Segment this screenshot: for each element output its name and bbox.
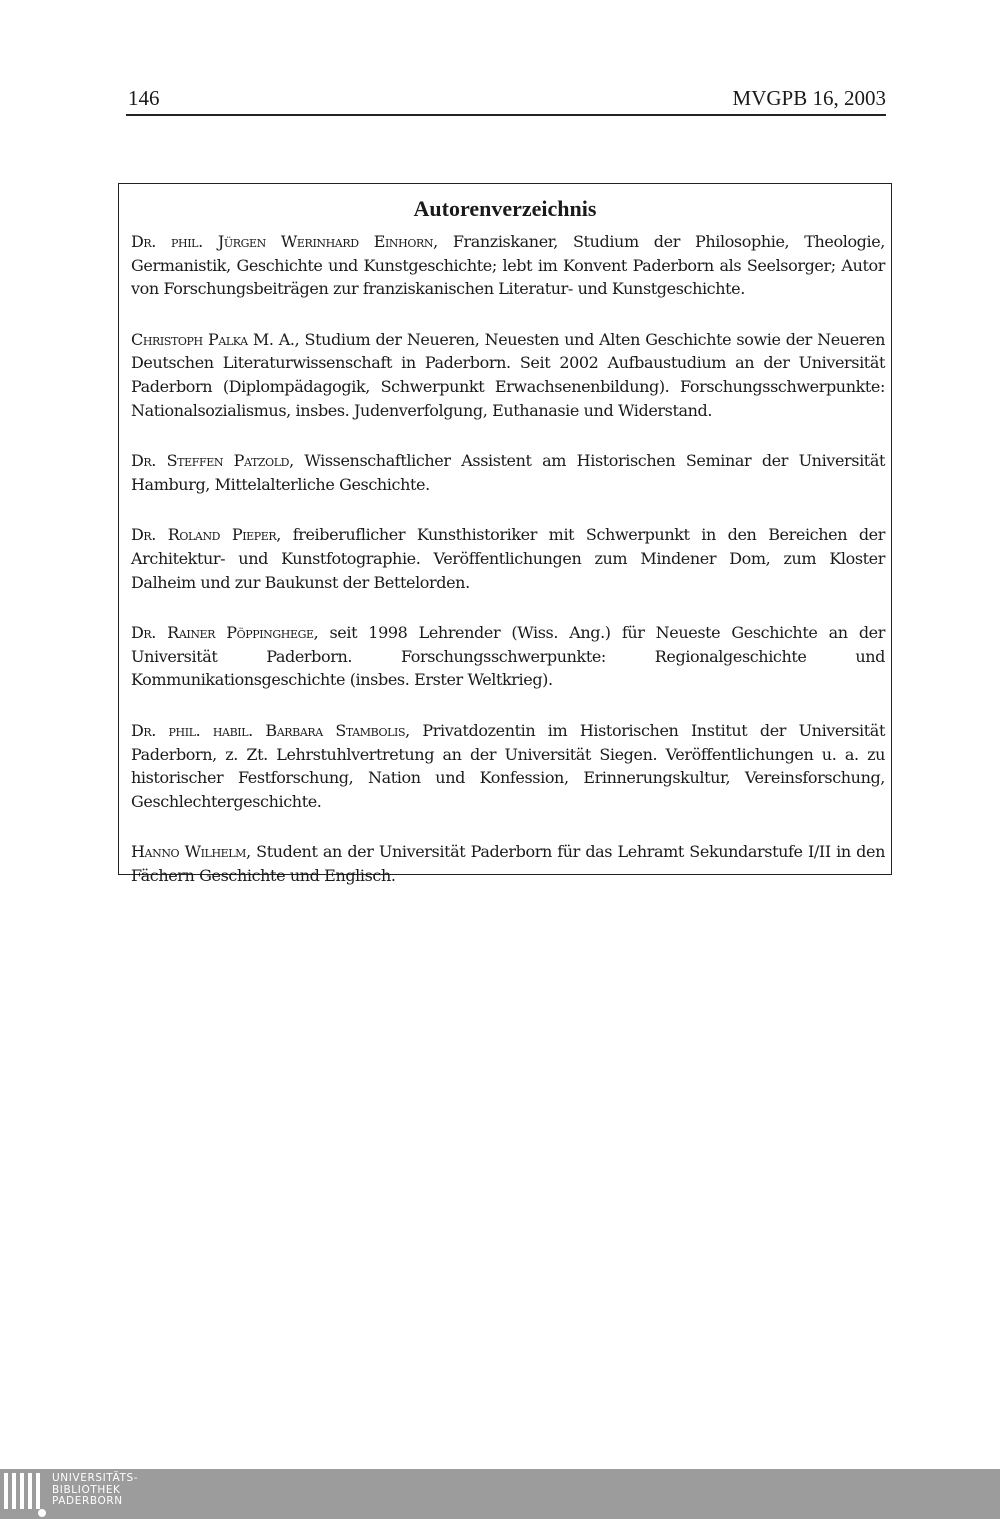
author-entry — [131, 840, 885, 887]
author-name: Dr. Steffen Patzold — [131, 451, 290, 471]
author-name: Dr. phil. habil. Barbara Stambolis — [131, 720, 406, 740]
author-description: , Franziskaner, Studium der Philosophie, Theologie, Germanistik, Geschichte und Kunstgeschichte; lebt im Konvent Paderborn als Seelsorger; Autor von Forschungsbeiträgen zur franziskanischen Literatur- und Kunstgeschichte. — [131, 232, 885, 299]
journal-reference: MVGPB 16, 2003 — [732, 86, 886, 110]
logo-bar — [36, 1473, 40, 1509]
author-name: Dr. Roland Pieper — [131, 525, 277, 545]
author-description: , Privatdozentin im Historischen Institut der Universität Paderborn, z. Zt. Lehrstuhlvertretung an der Universität Siegen. Veröffentlichungen u. a. zu historischer Festforschung, Nation und Konfession, Erinnerungskultur, Vereinsforschung, Geschlechtergeschichte. — [131, 720, 885, 811]
logo-bar — [28, 1473, 32, 1509]
author-list — [131, 230, 885, 914]
author-entry — [131, 230, 885, 301]
library-name — [52, 1473, 138, 1508]
author-entry — [131, 621, 885, 692]
author-name: Hanno Wilhelm — [131, 842, 247, 862]
logo-bar — [20, 1473, 24, 1509]
author-index-box — [118, 183, 892, 885]
author-name: Christoph Palka M. A. — [131, 329, 295, 349]
author-entry — [131, 523, 885, 594]
box-title: Autorenverzeichnis — [413, 196, 597, 221]
author-description: , seit 1998 Lehrender (Wiss. Ang.) für Neueste Geschichte an der Universität Paderborn. Forschungsschwerpunkte: Regionalgeschichte und Kommunikationsgeschichte (insbes. Erster Weltkrieg). — [131, 623, 885, 690]
library-name-line: BIBLIOTHEK — [52, 1483, 121, 1496]
author-description: , freiberuflicher Kunsthistoriker mit Schwerpunkt in den Bereichen der Architektur- und Kunstfotographie. Veröffentlichungen zum Mindener Dom, zum Kloster Dalheim und zur Baukunst der Bettelorden. — [131, 525, 885, 592]
author-name: Dr. phil. Jürgen Werinhard Einhorn — [131, 232, 434, 251]
author-entry — [131, 719, 885, 813]
running-header — [126, 86, 886, 116]
logo-bar — [12, 1473, 16, 1509]
author-name: Dr. Rainer Pöppinghege — [131, 623, 314, 643]
logo-dot — [38, 1509, 46, 1517]
author-description: , Student an der Universität Paderborn für das Lehramt Sekundarstufe I/II in den Fächern Geschichte und Englisch. — [131, 842, 885, 885]
author-entry — [131, 328, 885, 422]
author-entry — [131, 449, 885, 496]
library-footer-bar — [0, 1469, 1000, 1519]
library-name-line: UNIVERSITÄTS- — [52, 1472, 139, 1484]
library-name-line: PADERBORN — [52, 1495, 123, 1507]
page-number: 146 — [128, 86, 160, 110]
author-description: , Studium der Neueren, Neuesten und Alten Geschichte sowie der Neueren Deutschen Literaturwissenschaft in Paderborn. Seit 2002 Aufbaustudium an der Universität Paderborn (Diplompädagogik, Schwerpunkt Erwachsenenbildung). Forschungsschwerpunkte: Nationalsozialismus, insbes. Judenverfolgung, Euthanasie und Widerstand. — [131, 329, 885, 420]
author-description: , Wissenschaftlicher Assistent am Historischen Seminar der Universität Hamburg, Mittelalterliche Geschichte. — [131, 451, 885, 494]
logo-bar — [4, 1473, 8, 1509]
